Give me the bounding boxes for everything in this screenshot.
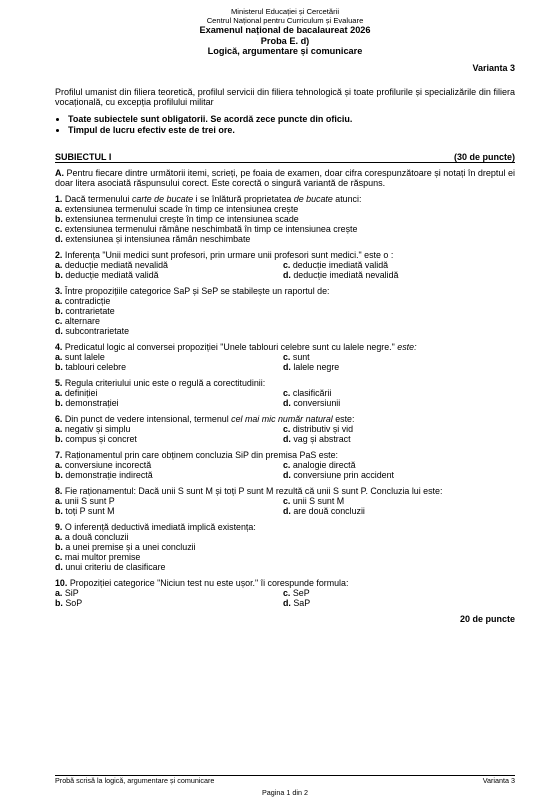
option-text: clasificării bbox=[292, 388, 332, 399]
rule-item: • Toate subiectele sunt obligatorii. Se acordă zece puncte din oficiu. bbox=[68, 114, 515, 126]
option-text: deducție imediată nevalidă bbox=[293, 270, 399, 281]
option bbox=[283, 388, 515, 398]
options bbox=[55, 496, 515, 516]
instruction bbox=[55, 168, 515, 188]
option bbox=[283, 470, 515, 480]
options bbox=[55, 388, 515, 408]
stem-text: O inferență deductivă imediată implică existența: bbox=[64, 522, 256, 533]
center-name: Centrul Național pentru Curriculum și Evaluare bbox=[206, 15, 364, 25]
option-letter: b. bbox=[55, 470, 63, 481]
option bbox=[55, 296, 515, 306]
question-number: 2. bbox=[55, 250, 63, 261]
option bbox=[283, 496, 515, 506]
question-stem bbox=[55, 486, 515, 496]
option bbox=[55, 470, 283, 480]
option-letter: b. bbox=[55, 398, 63, 409]
option-text: unii S sunt P bbox=[64, 496, 115, 507]
option-letter: a. bbox=[55, 532, 63, 543]
option-letter: b. bbox=[55, 434, 63, 445]
option bbox=[55, 388, 283, 398]
section-points: (30 de puncte) bbox=[453, 151, 515, 162]
option bbox=[55, 234, 515, 244]
option-letter: a. bbox=[55, 352, 63, 363]
options bbox=[55, 204, 515, 244]
question-1 bbox=[55, 194, 515, 244]
option-text: sunt bbox=[292, 352, 310, 363]
stem-text: Din punct de vedere intensional, termenul bbox=[64, 414, 232, 425]
question-stem bbox=[55, 578, 515, 588]
option-text: a două concluzii bbox=[64, 532, 129, 543]
question-number: 9. bbox=[55, 522, 63, 533]
question-stem bbox=[55, 378, 515, 388]
option-text: distributiv și vid bbox=[292, 424, 354, 435]
option-letter: b. bbox=[55, 306, 63, 317]
stem-emphasis: este bbox=[394, 342, 415, 353]
option-text: extensiunea termenului rămâne neschimbată în timp ce intensiunea crește bbox=[64, 224, 358, 235]
page-number: Pagina 1 din 2 bbox=[262, 788, 308, 797]
option-letter: b. bbox=[55, 542, 63, 553]
option bbox=[55, 316, 515, 326]
section-heading bbox=[55, 152, 515, 163]
instruction-letter: A. bbox=[55, 167, 64, 178]
option-letter: a. bbox=[55, 204, 63, 215]
question-stem bbox=[55, 194, 515, 204]
option bbox=[55, 424, 283, 434]
option-text: compus și concret bbox=[65, 434, 137, 445]
option-text: vag și abstract bbox=[293, 434, 351, 445]
option-letter: a. bbox=[55, 496, 63, 507]
option-letter: b. bbox=[55, 214, 63, 225]
stem-text: atunci: bbox=[332, 194, 362, 205]
option bbox=[283, 424, 515, 434]
question-number: 7. bbox=[55, 450, 63, 461]
option-letter: a. bbox=[55, 388, 63, 399]
option bbox=[55, 588, 283, 598]
option-text: negativ și simplu bbox=[64, 424, 131, 435]
question-3 bbox=[55, 286, 515, 336]
header-institutions bbox=[55, 8, 515, 25]
option-letter: d. bbox=[283, 598, 291, 609]
option-text: conversiunii bbox=[293, 398, 341, 409]
question-number: 6. bbox=[55, 414, 63, 425]
option-letter: c. bbox=[55, 552, 63, 563]
option-text: toți P sunt M bbox=[65, 506, 115, 517]
option bbox=[55, 306, 515, 316]
option-letter: a. bbox=[55, 460, 63, 471]
question-stem bbox=[55, 522, 515, 532]
stem-text: Fie raționamentul: Dacă unii S sunt M și toți P sunt M rezultă că unii S sunt P. Concluzia lui este: bbox=[64, 486, 443, 497]
question-number: 5. bbox=[55, 378, 63, 389]
option-letter: c. bbox=[283, 496, 291, 507]
option bbox=[283, 260, 515, 270]
option bbox=[55, 326, 515, 336]
option-letter: d. bbox=[283, 398, 291, 409]
option-text: extensiunea și intensiunea rămân neschimbate bbox=[65, 234, 251, 245]
question-stem bbox=[55, 250, 515, 260]
option bbox=[55, 506, 283, 516]
options bbox=[55, 424, 515, 444]
option-letter: c. bbox=[283, 260, 291, 271]
option bbox=[55, 214, 515, 224]
option bbox=[283, 352, 515, 362]
rule-item: • Timpul de lucru efectiv este de trei ore. bbox=[68, 125, 515, 137]
question-5 bbox=[55, 378, 515, 408]
question-number: 3. bbox=[55, 286, 63, 297]
question-7 bbox=[55, 450, 515, 480]
question-stem bbox=[55, 414, 515, 424]
option bbox=[283, 506, 515, 516]
instruction-text: Pentru fiecare dintre următorii itemi, scrieți, pe foaia de examen, doar cifra corespunzătoare și notați în dreptul ei doar litera asociată răspunsului corect. Este corectă o singură variantă de răspuns. bbox=[55, 167, 515, 189]
intro-text: Profilul umanist din filiera teoretică, profilul servicii din filiera tehnologică și toate profilurile și specializările din filiera vocațională, cu excepția profilului militar bbox=[55, 86, 515, 108]
option-text: alternare bbox=[64, 316, 100, 327]
proba-name: Proba E. d) bbox=[260, 35, 310, 46]
option-text: unui criteriu de clasificare bbox=[65, 562, 166, 573]
options bbox=[55, 588, 515, 608]
question-number: 1. bbox=[55, 194, 63, 205]
option-text: subcontrarietate bbox=[65, 326, 130, 337]
option bbox=[283, 598, 515, 608]
stem-text: Raționamentul prin care obținem concluzia SiP din premisa PaS este: bbox=[64, 450, 339, 461]
option-letter: b. bbox=[55, 506, 63, 517]
stem-emphasis: carte de bucate bbox=[131, 194, 194, 205]
option-letter: d. bbox=[55, 326, 63, 337]
option-letter: d. bbox=[283, 362, 291, 373]
option-text: demonstrației bbox=[65, 398, 119, 409]
footer-variant: Varianta 3 bbox=[482, 776, 515, 785]
question-number: 8. bbox=[55, 486, 63, 497]
exam-title bbox=[55, 25, 515, 57]
option-text: definiției bbox=[64, 388, 98, 399]
question-stem bbox=[55, 342, 515, 352]
ministry-name: Ministerul Educației și Cercetării bbox=[230, 7, 340, 16]
page-footer bbox=[55, 775, 515, 797]
options bbox=[55, 296, 515, 336]
option bbox=[55, 270, 283, 280]
option-text: analogie directă bbox=[292, 460, 356, 471]
stem-text: Regula criteriului unic este o regulă a corectitudinii: bbox=[64, 378, 266, 389]
option-letter: a. bbox=[55, 260, 63, 271]
option bbox=[55, 552, 515, 562]
stem-text: Propoziției categorice "Niciun test nu este ușor." îi corespunde formula: bbox=[69, 578, 349, 589]
option bbox=[55, 260, 283, 270]
option-text: contrarietate bbox=[65, 306, 115, 317]
option-letter: c. bbox=[283, 388, 291, 399]
option-text: conversiune prin accident bbox=[293, 470, 395, 481]
option-letter: a. bbox=[55, 588, 63, 599]
option-text: extensiunea termenului scade în timp ce intensiunea crește bbox=[64, 204, 299, 215]
option-letter: d. bbox=[283, 270, 291, 281]
stem-text: Dacă termenului bbox=[64, 194, 132, 205]
option-letter: c. bbox=[283, 460, 291, 471]
option-text: deducție mediată validă bbox=[65, 270, 159, 281]
option bbox=[55, 224, 515, 234]
option bbox=[55, 496, 283, 506]
options bbox=[55, 460, 515, 480]
option bbox=[55, 542, 515, 552]
option bbox=[283, 362, 515, 372]
stem-text: Între propozițiile categorice SaP și SeP se stabilește un raportul de: bbox=[64, 286, 330, 297]
option-text: tablouri celebre bbox=[65, 362, 127, 373]
subject-name: Logică, argumentare și comunicare bbox=[207, 46, 363, 57]
option-letter: d. bbox=[283, 506, 291, 517]
stem-emphasis: cel mai mic număr natural bbox=[231, 414, 333, 425]
option-letter: d. bbox=[55, 234, 63, 245]
option bbox=[55, 532, 515, 542]
question-10 bbox=[55, 578, 515, 608]
question-number: 4. bbox=[55, 342, 63, 353]
option bbox=[55, 434, 283, 444]
question-4 bbox=[55, 342, 515, 372]
option-letter: d. bbox=[283, 470, 291, 481]
exam-page bbox=[55, 0, 515, 624]
option-text: SaP bbox=[293, 598, 311, 609]
option-letter: c. bbox=[55, 224, 63, 235]
option-text: SoP bbox=[65, 598, 83, 609]
option bbox=[283, 270, 515, 280]
question-2 bbox=[55, 250, 515, 280]
option-text: sunt lalele bbox=[64, 352, 105, 363]
option-text: conversiune incorectă bbox=[64, 460, 152, 471]
option bbox=[55, 398, 283, 408]
questions-list bbox=[55, 194, 515, 608]
option-letter: d. bbox=[55, 562, 63, 573]
option-text: a unei premise și a unei concluzii bbox=[65, 542, 196, 553]
footer-left: Probă scrisă la logică, argumentare și comunicare bbox=[55, 776, 215, 785]
option-letter: c. bbox=[283, 588, 291, 599]
stem-text: i se înlătură proprietatea bbox=[193, 194, 294, 205]
option-letter: c. bbox=[283, 352, 291, 363]
option-text: lalele negre bbox=[293, 362, 340, 373]
option bbox=[55, 204, 515, 214]
question-8 bbox=[55, 486, 515, 516]
option bbox=[283, 460, 515, 470]
option bbox=[55, 562, 515, 572]
option-text: unii S sunt M bbox=[292, 496, 345, 507]
option bbox=[283, 434, 515, 444]
option-text: SeP bbox=[292, 588, 310, 599]
option bbox=[55, 598, 283, 608]
option-text: deducție mediată nevalidă bbox=[64, 260, 168, 271]
option-letter: b. bbox=[55, 598, 63, 609]
option-text: SiP bbox=[64, 588, 79, 599]
option bbox=[55, 362, 283, 372]
section-title: SUBIECTUL I bbox=[55, 151, 112, 162]
option bbox=[55, 460, 283, 470]
option-letter: d. bbox=[283, 434, 291, 445]
option-letter: a. bbox=[55, 424, 63, 435]
option-text: are două concluzii bbox=[293, 506, 365, 517]
question-stem bbox=[55, 286, 515, 296]
options bbox=[55, 352, 515, 372]
stem-emphasis: de bucate bbox=[293, 194, 333, 205]
rules-list bbox=[55, 114, 515, 137]
option-text: extensiunea termenului crește în timp ce intensiunea scade bbox=[65, 214, 299, 225]
question-stem bbox=[55, 450, 515, 460]
option-letter: c. bbox=[55, 316, 63, 327]
stem-emphasis: : bbox=[414, 342, 417, 353]
option-letter: b. bbox=[55, 362, 63, 373]
option-text: demonstrație indirectă bbox=[65, 470, 153, 481]
option bbox=[283, 398, 515, 408]
option bbox=[283, 588, 515, 598]
stem-text: Inferența "Unii medici sunt profesori, prin urmare unii profesori sunt medici." este o : bbox=[64, 250, 394, 261]
total-points: 20 de puncte bbox=[459, 614, 515, 625]
option-text: contradicție bbox=[64, 296, 111, 307]
exam-name: Examenul național de bacalaureat 2026 bbox=[199, 25, 371, 35]
option-letter: a. bbox=[55, 296, 63, 307]
stem-text: este: bbox=[332, 414, 355, 425]
option-text: mai multor premise bbox=[64, 552, 141, 563]
variant-label: Varianta 3 bbox=[472, 62, 515, 73]
options bbox=[55, 532, 515, 572]
question-6 bbox=[55, 414, 515, 444]
option-letter: c. bbox=[283, 424, 291, 435]
options bbox=[55, 260, 515, 280]
question-number: 10. bbox=[55, 578, 68, 589]
option bbox=[55, 352, 283, 362]
option-letter: b. bbox=[55, 270, 63, 281]
question-9 bbox=[55, 522, 515, 572]
stem-text: Predicatul logic al conversei propoziției "Unele tablouri celebre sunt cu lalele negre." bbox=[64, 342, 395, 353]
option-text: deducție imediată validă bbox=[292, 260, 389, 271]
